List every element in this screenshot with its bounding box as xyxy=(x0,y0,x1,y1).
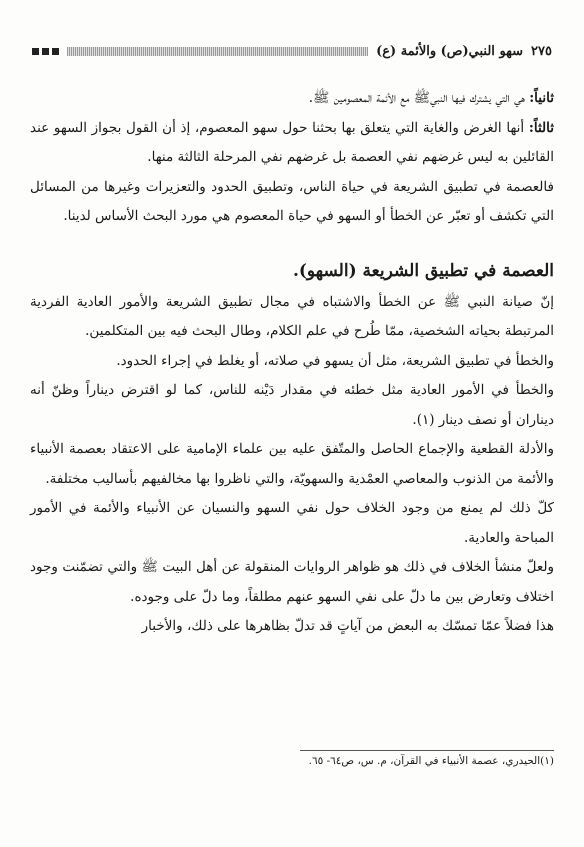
section-heading: العصمة في تطبيق الشريعة (السهو). xyxy=(292,260,554,281)
header-rule xyxy=(67,47,368,56)
paragraph: فالعصمة في تطبيق الشريعة في حياة الناس، وتطبيق الحدود والتعزيرات وغيرها من المسائل التي تكشف أو تعبّر عن الخطأ أو السهو في حياة المعصوم هي مورد البحث الأساس لدينا. xyxy=(30,178,554,224)
paragraph: هذا فضلاً عمّا تمسّك به البعض من آياتٍ قد تدلّ بظاهرها على ذلك، والأخبار xyxy=(141,618,554,634)
paragraph-label: ثانياً: xyxy=(529,90,554,106)
page-number: ٢٧٥ xyxy=(531,43,552,59)
running-header xyxy=(32,40,552,62)
body-text xyxy=(30,84,554,642)
paragraph-label: ثالثاً: xyxy=(528,119,554,136)
footnote: (١)الحيدري، عصمة الأنبياء في القرآن، م. س، ص٦٤- ٦٥. xyxy=(308,755,554,767)
paragraph: كلّ ذلك لم يمنع من وجود الخلاف حول نفي السهو والنسيان عن الأنبياء والأئمة في الأمور المباحة والعادية. xyxy=(30,500,554,546)
paragraph: والأدلة القطعية والإجماع الحاصل والمتّفق عليه بين علماء الإمامية على الاعتقاد بعصمة الأنبياء والأئمة من الذنوب والمعاصي العمْدية والسهويّة، والتي ناظروا بها مخالفيهم بأساليب مختلفة. xyxy=(30,441,554,487)
paragraph: ثانياً: هي التي يشترك فيها النبيﷺ مع الأئمة المعصومين ﷺ. xyxy=(308,90,554,106)
paragraph: ثالثاً: أنها الغرض والغاية التي يتعلق بها بحثنا حول سهو المعصوم، إذ أن القول بجواز السهو عند القائلين به ليس غرضهم نفي العصمة بل غرضهم نفي المرحلة الثالثة منها. xyxy=(30,119,554,165)
paragraph: والخطأ في الأمور العادية مثل خطئه في مقدار دَيْنه للناس، كما لو اقترض ديناراً وظنّ أنه ديناران أو نصف دينار (١). xyxy=(30,382,554,428)
running-title: سهو النبي(ص) والأئمة (ع) xyxy=(376,43,524,59)
header-ornament xyxy=(32,48,59,55)
paragraph: إنّ صيانة النبي ﷺ عن الخطأ والاشتباه في مجال تطبيق الشريعة والأمور العادية الفردية المرتبطة بحياته الشخصية، ممّا طُرح في علم الكلام، وطال البحث فيه بين المتكلمين. xyxy=(30,293,554,339)
paragraph: والخطأ في تطبيق الشريعة، مثل أن يسهو في صلاته، أو يغلط في إجراء الحدود. xyxy=(116,352,554,369)
paragraph: ولعلّ منشأ الخلاف في ذلك هو ظواهر الروايات المنقولة عن أهل البيت ﷺ والتي تضمّنت وجود اختلاف وتعارض بين ما دلّ على نفي السهو عنهم مطلقاً، وما دلّ على وجوده. xyxy=(30,559,554,605)
footnote-divider xyxy=(300,750,554,751)
